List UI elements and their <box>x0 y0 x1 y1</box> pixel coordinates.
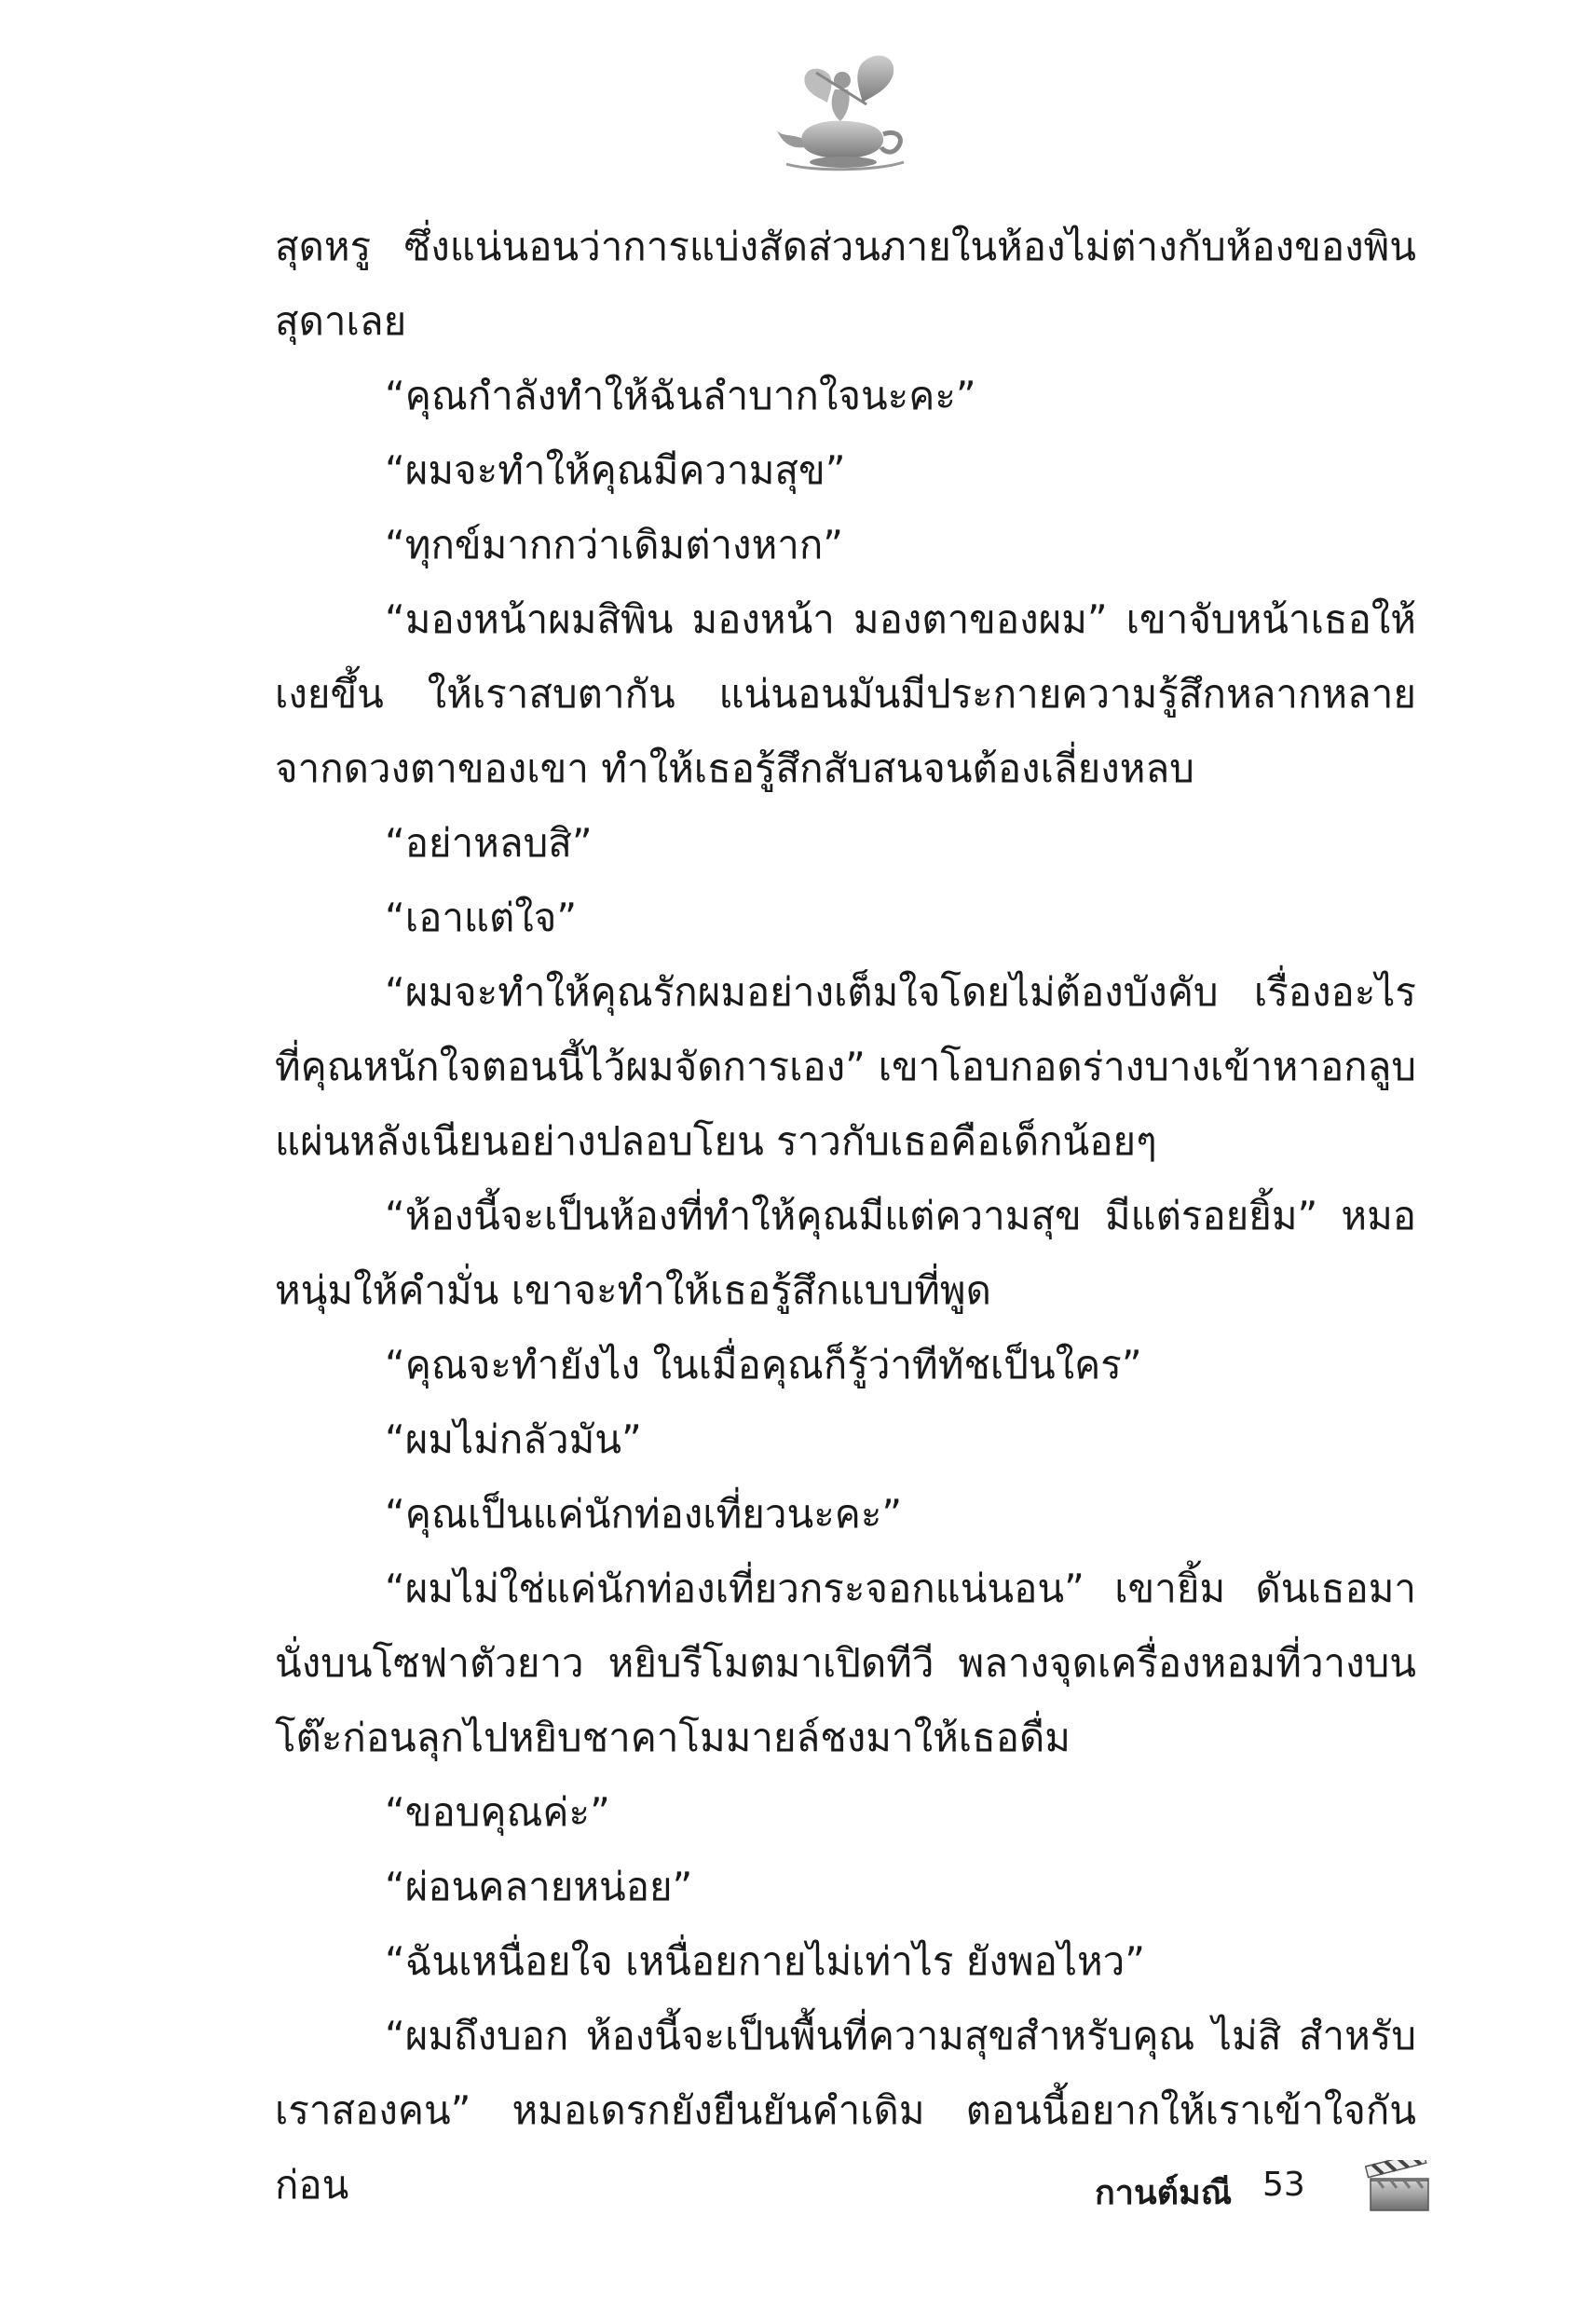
paragraph: “ผ่อนคลายหน่อย” <box>385 1864 693 1909</box>
film-clapperboard-icon <box>1365 2160 1432 2212</box>
cupid-teapot-emblem-icon <box>773 47 913 177</box>
paragraph: “อย่าหลบสิ” <box>385 820 593 866</box>
paragraph: “คุณเป็นแค่นักท่องเที่ยวนะคะ” <box>385 1491 903 1537</box>
paragraph: “ผมไม่กลัวมัน” <box>385 1416 642 1462</box>
paragraph: “เอาแต่ใจ” <box>385 895 578 940</box>
paragraph: “มองหน้าผมสิพิน มองหน้า มองตาของผม” เขาจับหน้าเธอให้เงยขึ้น ให้เราสบตากัน แน่นอนมันมีประกายความรู้สึกหลากหลายจากดวงตาของเขา ทำให้เธอรู้สึกสับสนจนต้องเลี่ยงหลบ <box>275 596 1416 791</box>
book-title: กานต์มณี <box>1095 2174 1233 2212</box>
paragraph: “ขอบคุณค่ะ” <box>385 1789 610 1835</box>
page-footer <box>1071 2154 1444 2220</box>
paragraph: “ฉันเหนื่อยใจ เหนื่อยกายไม่เท่าไร ยังพอไหว” <box>385 1938 1145 1984</box>
paragraph: สุดหรู ซึ่งแน่นอนว่าการแบ่งสัดส่วนภายในห้องไม่ต่างกับห้องของพินสุดาเลย <box>275 224 1416 344</box>
paragraph: “ผมไม่ใช่แค่นักท่องเที่ยวกระจอกแน่นอน” เขายิ้ม ดันเธอมานั่งบนโซฟาตัวยาว หยิบรีโมตมาเปิดทีวี พลางจุดเครื่องหอมที่วางบนโต๊ะก่อนลุกไปหยิบชาคาโมมายล์ชงมาให้เธอดื่ม <box>275 1566 1416 1760</box>
paragraph: “คุณจะทำยังไง ในเมื่อคุณก็รู้ว่าทีทัชเป็นใคร” <box>385 1342 1142 1388</box>
paragraph: “คุณกำลังทำให้ฉันลำบากใจนะคะ” <box>385 373 976 418</box>
paragraph: “ผมถึงบอก ห้องนี้จะเป็นพื้นที่ความสุขสำหรับคุณ ไม่สิ สำหรับเราสองคน” หมอเดรกยังยืนยันคำเดิม ตอนนี้อยากให้เราเข้าใจกันก่อน <box>275 2013 1416 2208</box>
paragraph: “ผมจะทำให้คุณรักผมอย่างเต็มใจโดยไม่ต้องบังคับ เรื่องอะไรที่คุณหนักใจตอนนี้ไว้ผมจัดการเอง” เขาโอบกอดร่างบางเข้าหาอกลูบแผ่นหลังเนียนอย่างปลอบโยน ราวกับเธอคือเด็กน้อยๆ <box>275 969 1416 1164</box>
text-body <box>275 210 1416 2222</box>
paragraph: “ผมจะทำให้คุณมีความสุข” <box>385 447 846 493</box>
paragraph: “ห้องนี้จะเป็นห้องที่ทำให้คุณมีแต่ความสุข มีแต่รอยยิ้ม” หมอหนุ่มให้คำมั่น เขาจะทำให้เธอรู้สึกแบบที่พูด <box>275 1193 1416 1313</box>
page-number: 53 <box>1262 2166 1305 2204</box>
paragraph: “ทุกข์มากกว่าเดิมต่างหาก” <box>385 522 844 567</box>
